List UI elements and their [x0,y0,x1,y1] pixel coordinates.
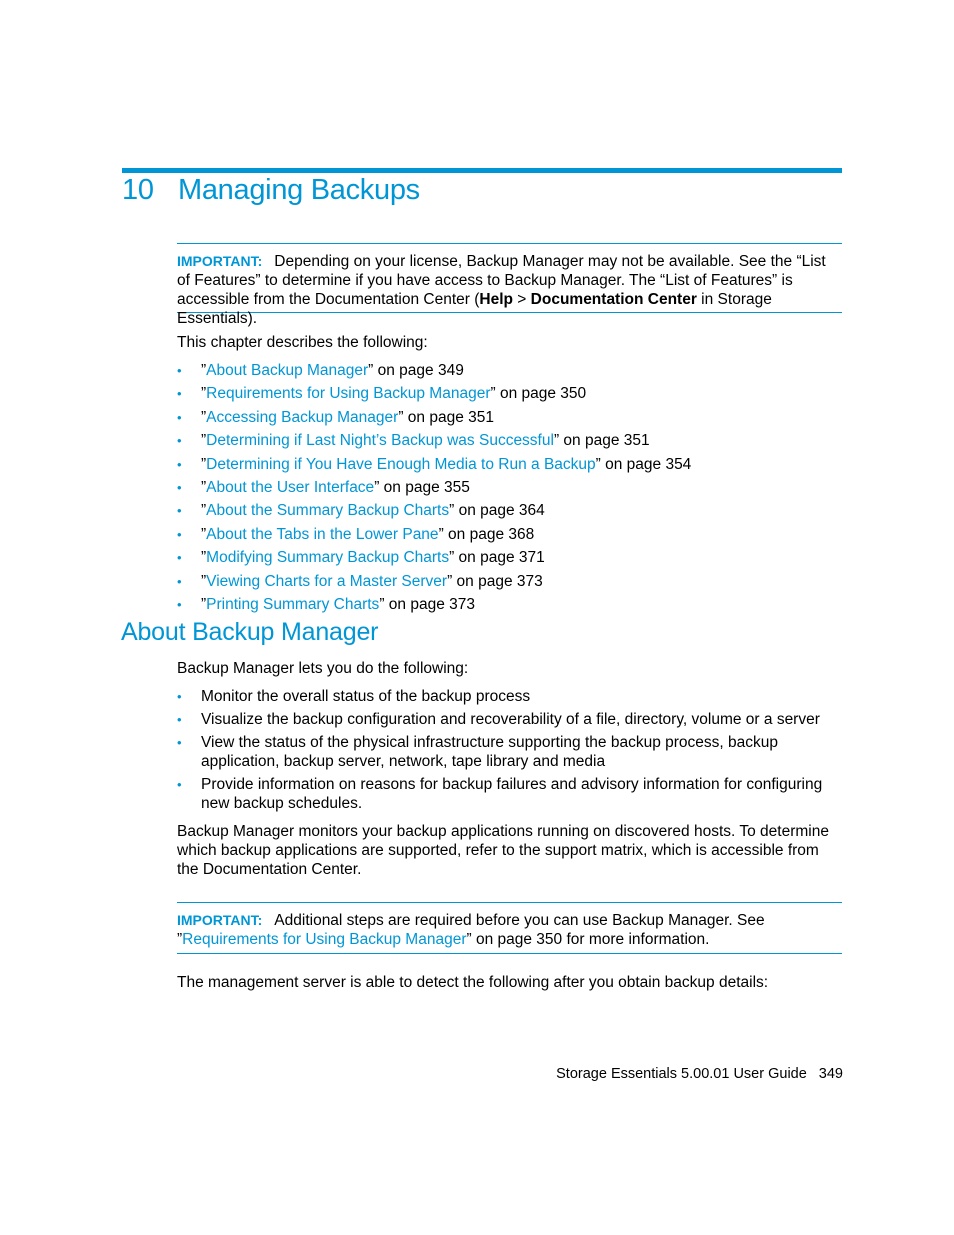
page-footer [556,1066,843,1082]
important-text-a: Depending on your license, Backup Manager may not be available. See the “List of Features” to determine if you have access to Backup Manager. The “List of Features” is accessible from the Documentation Center ( [177,253,826,308]
toc-item [177,478,842,501]
toc-open-quote: ” [201,408,207,426]
important-note-2 [177,902,842,954]
bullet-icon: • [177,433,182,449]
toc-page-ref: ” on page 351 [398,408,494,426]
toc-open-quote: ” [201,385,207,403]
section-lead: Backup Manager lets you do the following: [177,660,469,677]
toc-page-ref: ” on page 350 [490,385,587,403]
bullet-icon: • [177,456,182,472]
chapter-intro: This chapter describes the following: [177,334,428,351]
toc-open-quote: ” [201,572,207,590]
bullet-icon: • [177,735,182,750]
bullet-icon: • [177,526,182,542]
feature-text: Provide information on reasons for backup failures and advisory information for configuring new backup schedules. [201,776,823,812]
feature-item [177,775,842,813]
toc-link[interactable]: Determining if You Have Enough Media to Run a Backup [206,455,596,473]
important-note [177,243,842,327]
toc-open-quote: ” [201,525,207,543]
toc-link[interactable]: Accessing Backup Manager [206,408,399,426]
chapter-title [122,174,420,207]
bullet-icon: • [177,550,182,566]
important2-quote: ” [177,931,183,948]
toc-item [177,501,842,524]
feature-text: Monitor the overall status of the backup process [201,688,531,705]
important-label-2: IMPORTANT: [177,912,263,928]
page-number: 349 [818,1066,843,1082]
toc-page-ref: ” on page 354 [595,455,692,473]
bullet-icon: • [177,777,182,792]
footer-guide-title: Storage Essentials 5.00.01 User Guide [556,1066,807,1082]
toc-page-ref: ” on page 371 [449,549,545,567]
important2-text-a: Additional steps are required before you can use Backup Manager. See [274,912,765,929]
toc-page-ref: ” on page 368 [438,525,535,543]
toc-open-quote: ” [201,478,207,496]
bullet-icon: • [177,689,182,704]
feature-item [177,710,842,729]
toc-item [177,548,842,571]
bullet-icon: • [177,409,182,425]
toc-open-quote: ” [201,502,207,520]
toc-link[interactable]: Modifying Summary Backup Charts [206,549,450,567]
important-text-b: in Storage Essentials). [177,291,772,327]
toc-link[interactable]: About the Summary Backup Charts [206,502,450,520]
important-help: Help [479,291,513,308]
toc-item [177,525,842,548]
bullet-icon: • [177,479,182,495]
toc-link[interactable]: Determining if Last Night’s Backup was Successful [206,432,554,450]
toc-open-quote: ” [201,455,207,473]
important-sep: > [512,291,531,308]
bullet-icon: • [177,573,182,589]
toc-page-ref: ” on page 373 [379,595,475,613]
section-title: About Backup Manager [121,618,379,646]
bullet-icon: • [177,596,182,612]
toc-open-quote: ” [201,595,207,613]
toc-item [177,408,842,431]
toc-page-ref: ” on page 364 [449,502,545,520]
toc-item [177,572,842,595]
important-label: IMPORTANT: [177,253,263,269]
chapter-title-text: Managing Backups [178,174,420,206]
chapter-number: 10 [122,174,154,206]
chapter-toc [177,361,842,618]
toc-item [177,595,842,618]
toc-open-quote: ” [201,549,207,567]
chapter-rule [122,168,842,173]
section-paragraph: Backup Manager monitors your backup applications running on discovered hosts. To determine which backup applications are supported, refer to the support matrix, which is accessible from the Documentation Center. [177,823,829,878]
toc-item [177,384,842,407]
feature-text: Visualize the backup configuration and recoverability of a file, directory, volume or a server [201,711,820,728]
toc-link[interactable]: About Backup Manager [206,362,369,379]
important2-text-b: ” on page 350 for more information. [466,931,710,948]
toc-page-ref: ” on page 351 [553,432,650,450]
feature-item [177,687,842,706]
toc-open-quote: ” [201,432,207,450]
toc-page-ref: ” on page 373 [447,572,543,590]
bullet-icon: • [177,503,182,519]
toc-link[interactable]: Printing Summary Charts [206,595,380,613]
bullet-icon: • [177,386,182,402]
toc-page-ref: ” on page 355 [374,478,470,496]
toc-link[interactable]: Requirements for Using Backup Manager [206,385,491,403]
toc-item [177,361,842,384]
toc-open-quote: ” [201,362,207,379]
toc-page-ref: ” on page 349 [368,362,464,379]
important-doc-center: Documentation Center [530,291,697,308]
requirements-link[interactable]: Requirements for Using Backup Manager [182,931,467,948]
toc-link[interactable]: About the User Interface [206,478,375,496]
feature-item [177,733,842,771]
toc-link[interactable]: About the Tabs in the Lower Pane [206,525,439,543]
bullet-icon: • [177,363,182,378]
toc-link[interactable]: Viewing Charts for a Master Server [206,572,448,590]
toc-item [177,455,842,478]
feature-text: View the status of the physical infrastructure supporting the backup process, backup application, backup server, network, tape library and media [201,734,778,770]
toc-item [177,431,842,454]
feature-list [177,687,842,817]
bullet-icon: • [177,712,182,727]
closing-paragraph: The management server is able to detect the following after you obtain backup details: [177,974,769,991]
